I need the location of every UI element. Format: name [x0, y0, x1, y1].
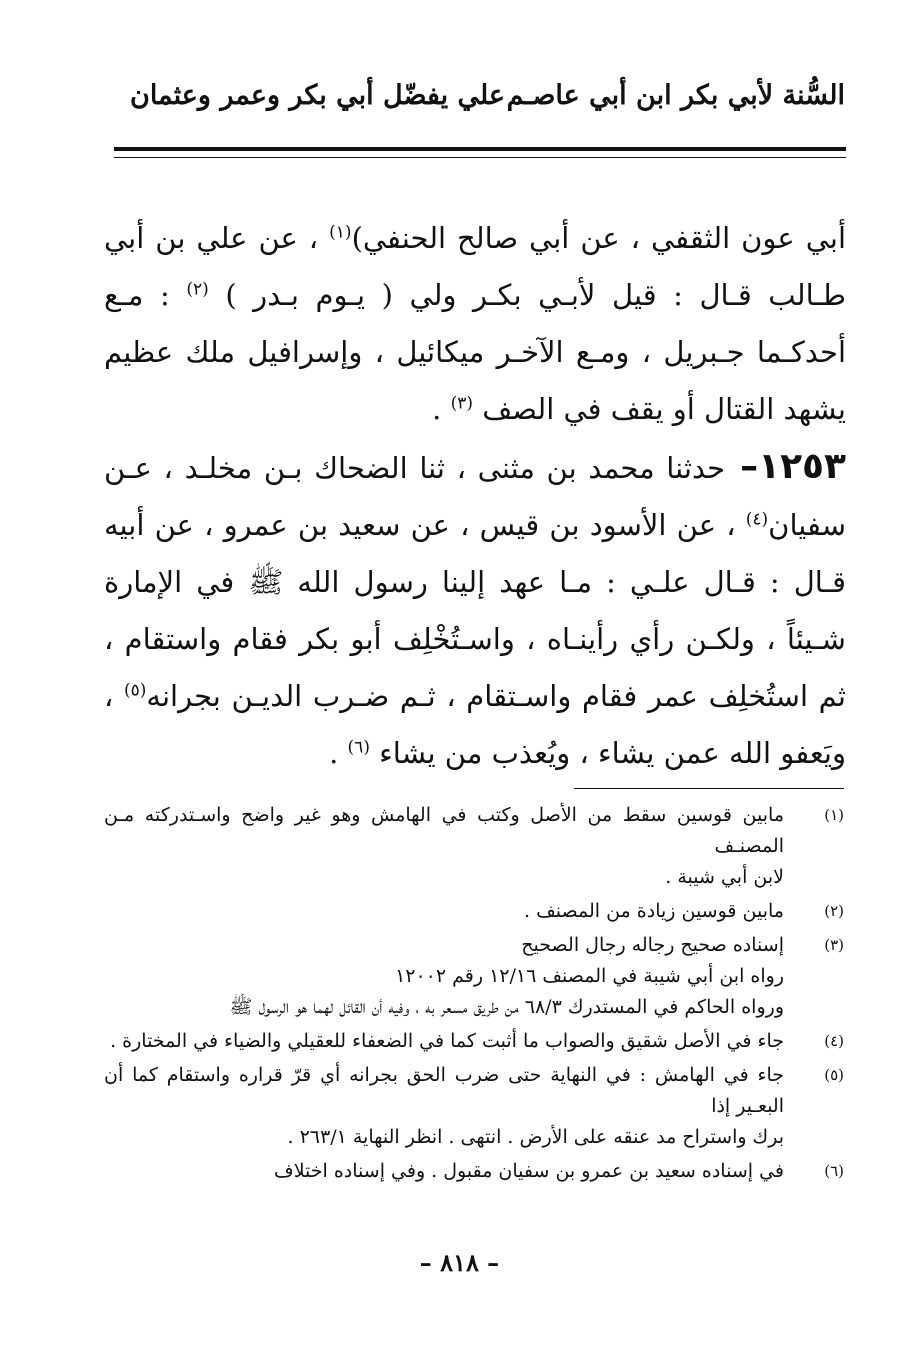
footnote-mark: (٤) [824, 1032, 844, 1050]
footnote-separator [574, 788, 844, 789]
footnote-mark: (٣) [824, 936, 844, 954]
footnotes [104, 800, 844, 1190]
footnote-2 [104, 896, 844, 927]
footnote-line: مابين قوسين زيادة من المصنف . [524, 900, 784, 922]
footnote-ref-5: (٥) [123, 680, 147, 701]
footnote-5 [104, 1060, 844, 1153]
footnote-ref-2: (٢) [186, 279, 209, 300]
footnote-mark: (٥) [824, 1066, 844, 1084]
paragraph-2 [104, 438, 846, 782]
footnote-line: جاء في الهامش : في النهاية حتى ضرب الحق بجرانه أي قرّ قراره واستقام كما أن البعـير إذا [104, 1064, 784, 1117]
footnote-ref-6: (٦) [347, 737, 370, 758]
running-header [130, 80, 845, 120]
footnote-6 [104, 1156, 844, 1187]
header-rule-thick [114, 147, 846, 151]
footnote-3 [104, 930, 844, 1023]
footnote-line: في إسناده سعيد بن عمرو بن سفيان مقبول . وفي إسناده اختلاف [274, 1160, 784, 1182]
p1-text-4: . [432, 392, 451, 426]
footnote-ref-4: (٤) [745, 509, 769, 530]
p1-text-1: أبي عون الثقفي ، عن أبي صالح الحنفي) [351, 221, 846, 255]
p2-text-1: حدثنا محمد بن مثنى ، ثنا الضحاك بـن مخلـد ، عـن سفيان [104, 451, 846, 542]
header-rule-thin [114, 157, 846, 158]
paragraph-1 [104, 210, 846, 438]
footnote-line: لابن أبي شيبة . [665, 866, 784, 888]
p2-text-4: . [329, 736, 348, 770]
hadith-number: ١٢٥٣ [758, 446, 846, 487]
footnote-line: مابين قوسين سقط من الأصل وكتب في الهامش وهو غير واضح واسـتدركته مـن المصنـف [104, 804, 784, 857]
book-title: السُّنة لأبي بكر ابن أبي عاصـم [506, 80, 845, 111]
footnote-line: رواه ابن أبي شيبة في المصنف ١٢/١٦ رقم ١٢٠٠٢ [395, 965, 784, 987]
footnote-line: برك واستراح مد عنقه على الأرض . انتهى . انظر النهاية ٢٦٣/١ . [287, 1126, 784, 1148]
p2-text-3: ، ويَعفو الله عمن يشاء ، ويُعذب من يشاء [104, 679, 846, 770]
footnote-4 [104, 1026, 844, 1057]
chapter-title: علي يفضّل أبي بكر وعمر وعثمان [130, 80, 506, 111]
hadith-dash: – [725, 446, 759, 487]
p1-text-2: ، عن علي بن أبي طـالب قـال : قيل لأبـي بكـر ولي ( يـوم بـدر ) [104, 221, 846, 312]
page-number: – ٨١٨ – [419, 1248, 500, 1277]
footnote-mark: (١) [824, 806, 844, 824]
footnote-1 [104, 800, 844, 893]
main-text [104, 210, 846, 782]
footnote-line: ورواه الحاكم في المستدرك ٦٨/٣ من طريق مسعر به ، وفيه أن القائل لهما هو الرسول ﷺ [229, 996, 784, 1018]
footnote-mark: (٦) [824, 1162, 844, 1180]
p2-text-2: ، عن الأسود بن قيس ، عن سعيد بن عمرو ، عن أبيه قـال : قـال علـي : مـا عهد إلينا رسول الله ﷺ في الإمارة شـيئاً ، ولكـن رأي رأينـاه ، واسـتُخْلِف أبو بكر فقام واستقام ، ثم استُخلِف عمر فقام واسـتقام ، ثـم ضـرب الديـن بجرانه [104, 508, 846, 713]
footnote-line: إسناده صحيح رجاله رجال الصحيح [521, 934, 784, 956]
footnote-mark: (٢) [824, 902, 844, 920]
footnote-line: جاء في الأصل شقيق والصواب ما أثبت كما في الضعفاء للعقيلي والضياء في المختارة . [110, 1030, 784, 1052]
footnote-ref-1: (١) [329, 222, 352, 243]
footnote-ref-3: (٣) [450, 393, 474, 414]
p1-text-3: : مـع أحدكـما جـبريل ، ومـع الآخـر ميكائيل ، وإسرافيل ملك عظيم يشهد القتال أو يقف في الصف [104, 278, 847, 426]
